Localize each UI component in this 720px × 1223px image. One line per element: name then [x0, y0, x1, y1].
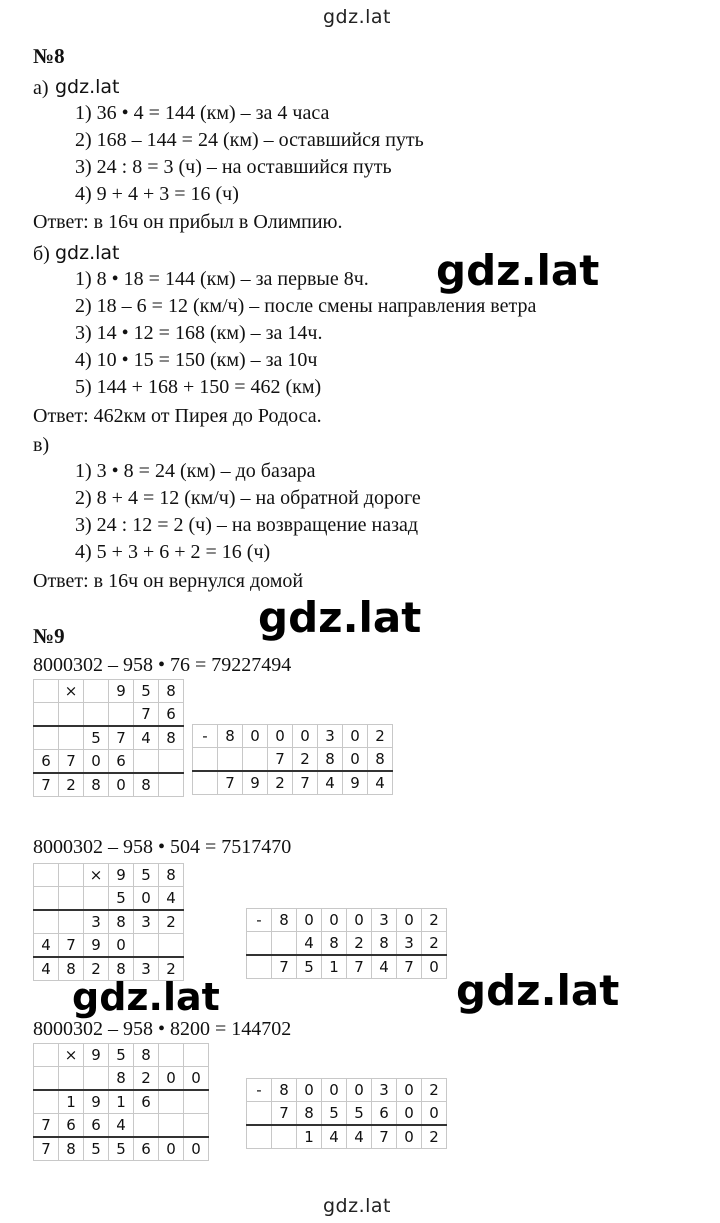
grid-cell: 8 — [318, 748, 343, 772]
grid-cell: 2 — [368, 725, 393, 748]
grid-cell: 2 — [268, 771, 293, 795]
grid-cell: 9 — [84, 934, 109, 958]
grid-cell: 5 — [347, 1102, 372, 1126]
grid-cell — [34, 680, 59, 703]
task-9-equation-3: 8000302 – 958 • 8200 = 144702 — [33, 1018, 292, 1040]
grid-cell — [59, 703, 84, 727]
grid-cell: 0 — [343, 748, 368, 772]
grid-cell: 3 — [134, 957, 159, 981]
grid-cell — [247, 932, 272, 956]
grid-cell: 9 — [109, 864, 134, 887]
minus-sign: - — [193, 725, 218, 748]
grid-cell: 4 — [347, 1125, 372, 1149]
grid-cell — [84, 1067, 109, 1091]
task-8c-line-3: 3) 24 : 12 = 2 (ч) – на возвращение назад — [75, 514, 419, 536]
grid-cell: 5 — [322, 1102, 347, 1126]
grid-cell — [34, 703, 59, 727]
grid-cell: 6 — [134, 1090, 159, 1114]
grid-cell: 0 — [322, 1079, 347, 1102]
grid-cell: 2 — [159, 957, 184, 981]
task-8b-line-4: 4) 10 • 15 = 150 (км) – за 10ч — [75, 349, 318, 371]
grid-cell: 6 — [134, 1137, 159, 1161]
grid-cell: 6 — [159, 703, 184, 727]
grid-cell: 0 — [297, 1079, 322, 1102]
grid-cell — [159, 750, 184, 774]
task-8a-line-4: 4) 9 + 4 + 3 = 16 (ч) — [75, 183, 239, 205]
grid-cell: 4 — [109, 1114, 134, 1138]
grid-cell: 1 — [322, 955, 347, 979]
grid-cell: 7 — [34, 1137, 59, 1161]
grid-cell — [247, 1125, 272, 1149]
grid-cell — [247, 1102, 272, 1126]
grid-cell: 7 — [59, 934, 84, 958]
grid-cell: 3 — [134, 910, 159, 934]
subtraction-grid-1 — [192, 724, 393, 795]
task-8c-label: в) — [33, 434, 50, 456]
grid-cell: 0 — [109, 934, 134, 958]
minus-sign: - — [247, 1079, 272, 1102]
grid-cell: 2 — [422, 1125, 447, 1149]
grid-cell: 0 — [422, 1102, 447, 1126]
grid-cell — [34, 1067, 59, 1091]
grid-cell: 3 — [84, 910, 109, 934]
grid-cell: 8 — [84, 773, 109, 797]
grid-cell — [272, 932, 297, 956]
grid-cell: 7 — [293, 771, 318, 795]
grid-cell — [134, 934, 159, 958]
grid-cell: 5 — [297, 955, 322, 979]
grid-cell — [34, 887, 59, 911]
grid-cell: 7 — [268, 748, 293, 772]
grid-cell — [59, 726, 84, 750]
task-9-equation-2: 8000302 – 958 • 504 = 7517470 — [33, 836, 292, 858]
grid-cell: 2 — [159, 910, 184, 934]
grid-cell: 8 — [218, 725, 243, 748]
site-header: gdz.lat — [323, 6, 392, 28]
grid-cell: 4 — [322, 1125, 347, 1149]
grid-cell: 0 — [397, 1079, 422, 1102]
grid-cell: 6 — [59, 1114, 84, 1138]
grid-cell: 9 — [343, 771, 368, 795]
grid-cell: 8 — [159, 864, 184, 887]
grid-cell: 2 — [422, 932, 447, 956]
grid-cell — [184, 1114, 209, 1138]
grid-cell: 2 — [347, 932, 372, 956]
grid-cell: 5 — [84, 726, 109, 750]
grid-cell: 8 — [297, 1102, 322, 1126]
grid-cell: 9 — [84, 1090, 109, 1114]
grid-cell: 3 — [372, 909, 397, 932]
subtraction-grid-2 — [246, 908, 447, 979]
multiply-sign: × — [59, 1044, 84, 1067]
task-8a-label: а) — [33, 77, 49, 99]
task-8a-answer: Ответ: в 16ч он прибыл в Олимпию. — [33, 211, 343, 233]
grid-cell: 8 — [109, 1067, 134, 1091]
grid-cell: 4 — [318, 771, 343, 795]
grid-cell: 6 — [109, 750, 134, 774]
grid-cell: 0 — [397, 1102, 422, 1126]
grid-cell: 5 — [109, 1044, 134, 1067]
grid-cell: 0 — [397, 909, 422, 932]
grid-cell: 8 — [134, 773, 159, 797]
grid-cell: 4 — [159, 887, 184, 911]
grid-cell: 1 — [297, 1125, 322, 1149]
grid-cell: 0 — [343, 725, 368, 748]
grid-cell: 0 — [243, 725, 268, 748]
grid-cell: 8 — [59, 1137, 84, 1161]
grid-cell: 2 — [84, 957, 109, 981]
grid-cell: 2 — [422, 1079, 447, 1102]
task-8c-line-2: 2) 8 + 4 = 12 (км/ч) – на обратной дороге — [75, 487, 421, 509]
grid-cell — [159, 773, 184, 797]
grid-cell: 8 — [109, 910, 134, 934]
task-8a-line-2: 2) 168 – 144 = 24 (км) – оставшийся путь — [75, 129, 424, 151]
grid-cell: 7 — [272, 1102, 297, 1126]
grid-cell: 5 — [109, 1137, 134, 1161]
grid-cell: 9 — [84, 1044, 109, 1067]
task-8-title: №8 — [33, 44, 65, 68]
grid-cell: 6 — [372, 1102, 397, 1126]
grid-cell — [34, 1044, 59, 1067]
grid-cell: 5 — [134, 680, 159, 703]
task-9-equation-1: 8000302 – 958 • 76 = 79227494 — [33, 654, 292, 676]
watermark-big: gdz.lat — [456, 966, 620, 1015]
grid-cell: 9 — [243, 771, 268, 795]
grid-cell — [59, 1067, 84, 1091]
grid-cell — [59, 887, 84, 911]
grid-cell: 0 — [397, 1125, 422, 1149]
grid-cell: 8 — [272, 1079, 297, 1102]
task-8b-line-2: 2) 18 – 6 = 12 (км/ч) – после смены направления ветра — [75, 295, 537, 317]
grid-cell: 0 — [293, 725, 318, 748]
grid-cell: 8 — [109, 957, 134, 981]
grid-cell: 9 — [109, 680, 134, 703]
multiplication-grid-2 — [33, 863, 184, 981]
multiply-sign: × — [59, 680, 84, 703]
grid-cell — [34, 1090, 59, 1114]
grid-cell: 2 — [293, 748, 318, 772]
grid-cell: 7 — [218, 771, 243, 795]
grid-cell — [193, 748, 218, 772]
grid-cell: 1 — [59, 1090, 84, 1114]
grid-cell — [159, 1114, 184, 1138]
grid-cell: 0 — [422, 955, 447, 979]
grid-cell: 7 — [59, 750, 84, 774]
multiply-sign: × — [84, 864, 109, 887]
grid-cell: 0 — [159, 1067, 184, 1091]
task-8c-line-1: 1) 3 • 8 = 24 (км) – до базара — [75, 460, 316, 482]
grid-cell: 1 — [109, 1090, 134, 1114]
task-8b-line-1: 1) 8 • 18 = 144 (км) – за первые 8ч. — [75, 268, 369, 290]
grid-cell: 2 — [134, 1067, 159, 1091]
grid-cell: 8 — [134, 1044, 159, 1067]
subtraction-grid-3 — [246, 1078, 447, 1149]
grid-cell — [193, 771, 218, 795]
grid-cell — [159, 1090, 184, 1114]
grid-cell — [84, 680, 109, 703]
task-8b-line-3: 3) 14 • 12 = 168 (км) – за 14ч. — [75, 322, 323, 344]
grid-cell: 3 — [372, 1079, 397, 1102]
grid-cell: 6 — [84, 1114, 109, 1138]
grid-cell: 7 — [397, 955, 422, 979]
grid-cell: 8 — [372, 932, 397, 956]
site-footer: gdz.lat — [323, 1195, 392, 1217]
grid-cell: 8 — [159, 680, 184, 703]
grid-cell — [34, 864, 59, 887]
grid-cell: 7 — [109, 726, 134, 750]
watermark-inline: gdz.lat — [55, 76, 120, 98]
grid-cell: 8 — [159, 726, 184, 750]
grid-cell: 7 — [372, 1125, 397, 1149]
grid-cell — [34, 726, 59, 750]
grid-cell: 7 — [34, 1114, 59, 1138]
watermark-big: gdz.lat — [72, 975, 220, 1019]
grid-cell: 8 — [322, 932, 347, 956]
task-8b-line-5: 5) 144 + 168 + 150 = 462 (км) — [75, 376, 322, 398]
grid-cell: 4 — [368, 771, 393, 795]
grid-cell — [184, 1044, 209, 1067]
grid-cell: 0 — [109, 773, 134, 797]
grid-cell: 7 — [347, 955, 372, 979]
grid-cell: 0 — [134, 887, 159, 911]
grid-cell: 8 — [368, 748, 393, 772]
grid-cell: 0 — [84, 750, 109, 774]
grid-cell: 5 — [109, 887, 134, 911]
watermark-big: gdz.lat — [436, 246, 600, 295]
grid-cell: 7 — [34, 773, 59, 797]
grid-cell: 5 — [134, 864, 159, 887]
grid-cell: 7 — [134, 703, 159, 727]
grid-cell: 0 — [159, 1137, 184, 1161]
task-8c-line-4: 4) 5 + 3 + 6 + 2 = 16 (ч) — [75, 541, 271, 563]
grid-cell: 4 — [34, 957, 59, 981]
grid-cell: 4 — [34, 934, 59, 958]
grid-cell — [109, 703, 134, 727]
task-8a-line-1: 1) 36 • 4 = 144 (км) – за 4 часа — [75, 102, 330, 124]
grid-cell: 2 — [422, 909, 447, 932]
grid-cell: 4 — [134, 726, 159, 750]
grid-cell — [34, 910, 59, 934]
grid-cell: 0 — [184, 1067, 209, 1091]
grid-cell — [247, 955, 272, 979]
grid-cell: 4 — [372, 955, 397, 979]
multiplication-grid-1 — [33, 679, 184, 797]
watermark-inline: gdz.lat — [55, 242, 120, 264]
grid-cell: 3 — [397, 932, 422, 956]
grid-cell: 0 — [322, 909, 347, 932]
grid-cell — [184, 1090, 209, 1114]
grid-cell — [134, 750, 159, 774]
minus-sign: - — [247, 909, 272, 932]
task-8c-answer: Ответ: в 16ч он вернулся домой — [33, 570, 304, 592]
grid-cell: 3 — [318, 725, 343, 748]
grid-cell — [272, 1125, 297, 1149]
grid-cell: 0 — [184, 1137, 209, 1161]
grid-cell: 7 — [272, 955, 297, 979]
grid-cell — [218, 748, 243, 772]
grid-cell — [243, 748, 268, 772]
grid-cell: 8 — [272, 909, 297, 932]
grid-cell — [84, 887, 109, 911]
task-8a-line-3: 3) 24 : 8 = 3 (ч) – на оставшийся путь — [75, 156, 392, 178]
grid-cell: 0 — [268, 725, 293, 748]
grid-cell — [84, 703, 109, 727]
grid-cell: 2 — [59, 773, 84, 797]
watermark-big: gdz.lat — [258, 593, 422, 642]
grid-cell: 8 — [59, 957, 84, 981]
grid-cell: 0 — [347, 1079, 372, 1102]
task-9-title: №9 — [33, 624, 65, 648]
grid-cell: 5 — [84, 1137, 109, 1161]
grid-cell — [59, 864, 84, 887]
grid-cell — [159, 1044, 184, 1067]
grid-cell — [134, 1114, 159, 1138]
grid-cell: 6 — [34, 750, 59, 774]
grid-cell — [159, 934, 184, 958]
multiplication-grid-3 — [33, 1043, 209, 1161]
grid-cell: 0 — [347, 909, 372, 932]
task-8b-label: б) — [33, 243, 50, 265]
grid-cell: 0 — [297, 909, 322, 932]
grid-cell — [59, 910, 84, 934]
task-8b-answer: Ответ: 462км от Пирея до Родоса. — [33, 405, 322, 427]
grid-cell: 4 — [297, 932, 322, 956]
